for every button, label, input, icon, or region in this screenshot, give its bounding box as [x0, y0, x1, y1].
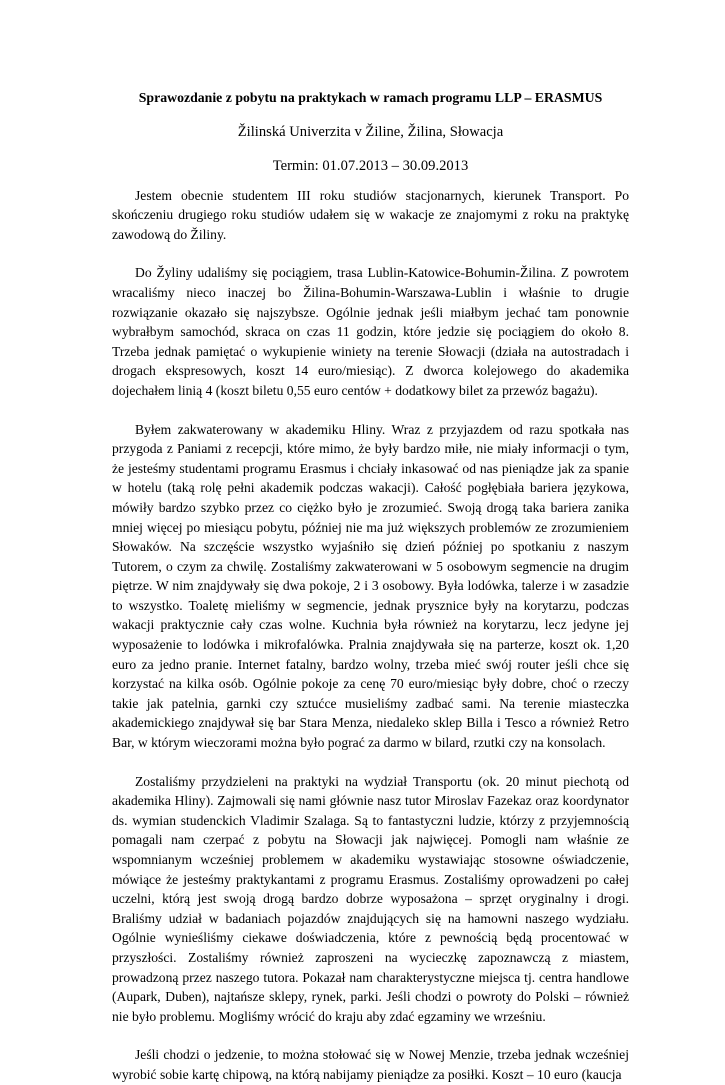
- paragraph-travel: Do Žyliny udaliśmy się pociągiem, trasa Lublin-Katowice-Bohumin-Žilina. Z powrotem wracaliśmy nieco inaczej bo Žilina-Bohumin-Warszawa-Lublin i właśnie to drugie rozwiązanie okazało się najszybsze. Ogólnie jednak jeśli miałbym jechać tam ponownie wybrałbym samochód, skraca on czas 11 godzin, które jedzie się pociągiem do około 8. Trzeba jednak pamiętać o wykupienie winiety na terenie Słowacji (działa na autostradach i drogach ekspresowych, koszt 14 euro/miesiąc). Z dworca kolejowego do akademika dojechałem linią 4 (koszt biletu 0,55 euro centów + dodatkowy bilet za przewóz bagażu).: [112, 265, 629, 398]
- document-title: Sprawozdanie z pobytu na praktykach w ramach programu LLP – ERASMUS: [138, 90, 603, 105]
- term-line: Termin: 01.07.2013 – 30.09.2013: [272, 157, 469, 174]
- paragraph-accommodation: Byłem zakwaterowany w akademiku Hliny. Wraz z przyjazdem od razu spotkała nas przygoda z Paniami z recepcji, które mimo, że były bardzo miłe, nie miały informacji o tym, że jesteśmy studentami programu Erasmus i chciały inkasować od nas pieniądze jak za spanie w hotelu (taką rolę pełni akademik podczas wakacji). Całość pogłębiała bariera językowa, mówiły bardzo szybko przez co ciężko było je zrozumieć. Swoją drogą taka bariera zanika mniej więcej po miesiącu pobytu, później nie ma już większych problemów ze zrozumieniem Słowaków. Na szczęście wszystko wyjaśniło się dzień później po spotkaniu z naszym Tutorem, o czym za chwilę. Zostaliśmy zakwaterowani w 5 osobowym segmencie na drugim piętrze. W nim znajdywały się dwa pokoje, 2 i 3 osobowy. Była lodówka, talerze i w zasadzie to wszystko. Toaletę mieliśmy w segmencie, jednak prysznice były na korytarzu, podczas wakacji praktycznie cały czas wolne. Kuchnia była również na korytarzu, lecz jedyne jej wyposażenie to lodówka i mikrofalówka. Pralnia znajdywała się na parterze, koszt ok. 1,20 euro za jedno pranie. Internet fatalny, bardzo wolny, trzeba mieć swój router jeśli chce się korzystać na kilka osób. Ogólnie pokoje za cenę 70 euro/miesiąc były dobre, choć o rzeczy takie jak patelnia, garnki czy sztućce musieliśmy zadbać sami. Na terenie miasteczka akademickiego znajdywał się bar Stara Menza, niedaleko sklep Billa i Tesco a również Retro Bar, w którym wieczorami można było pograć za darmo w bilard, rzutki czy na konsolach.: [112, 421, 629, 751]
- paragraph-food: Jeśli chodzi o jedzenie, to można stołować się w Nowej Menzie, trzeba jednak wcześniej wyrobić sobie kartę chipową, na którą nabijamy pieniądze za posiłki. Koszt – 10 euro (kaucja: [112, 1047, 629, 1082]
- university-line: Žilinská Univerzita v Žiline, Žilina, Słowacja: [237, 123, 504, 140]
- paragraph-internship: Zostaliśmy przydzieleni na praktyki na wydział Transportu (ok. 20 minut piechotą od akademika Hliny). Zajmowali się nami głównie nasz tutor Miroslav Fazekaz oraz koordynator ds. wymian studenckich Vladimir Szalaga. Są to fantastyczni ludzie, którzy z przyjemnością pomagali nam czerpać z pobytu na Słowacji jak najwięcej. Pomogli nam właśnie ze wspomnianym wcześniej problemem w akademiku wystawiając stosowne oświadczenie, mówiące że jesteśmy praktykantami z programu Erasmus. Zostaliśmy oprowadzeni po całej uczelni, którą jest swoją drogą bardzo dobrze wyposażona – sprzęt oryginalny i drogi. Braliśmy udział w badaniach pojazdów znajdujących się na hamowni naszego wydziału. Ogólnie wynieśliśmy ciekawe doświadczenia, które z pewnością będą procentować w przyszłości. Zostaliśmy również zaproszeni na wycieczkę zapoznawczą z miastem, prowadzoną przez naszego tutora. Pokazał nam charakterystyczne miejsca tj. centra handlowe (Aupark, Duben), najtańsze sklepy, rynek, parki. Jeśli chodzi o powroty do Polski – również nie było problemu. Mogliśmy wrócić do kraju aby zdać egzaminy we wrześniu.: [112, 773, 629, 1024]
- paragraph-intro: Jestem obecnie studentem III roku studiów stacjonarnych, kierunek Transport. Po skończeniu drugiego roku studiów udałem się w wakacje ze znajomymi z roku na praktykę zawodową do Žiliny.: [112, 187, 629, 242]
